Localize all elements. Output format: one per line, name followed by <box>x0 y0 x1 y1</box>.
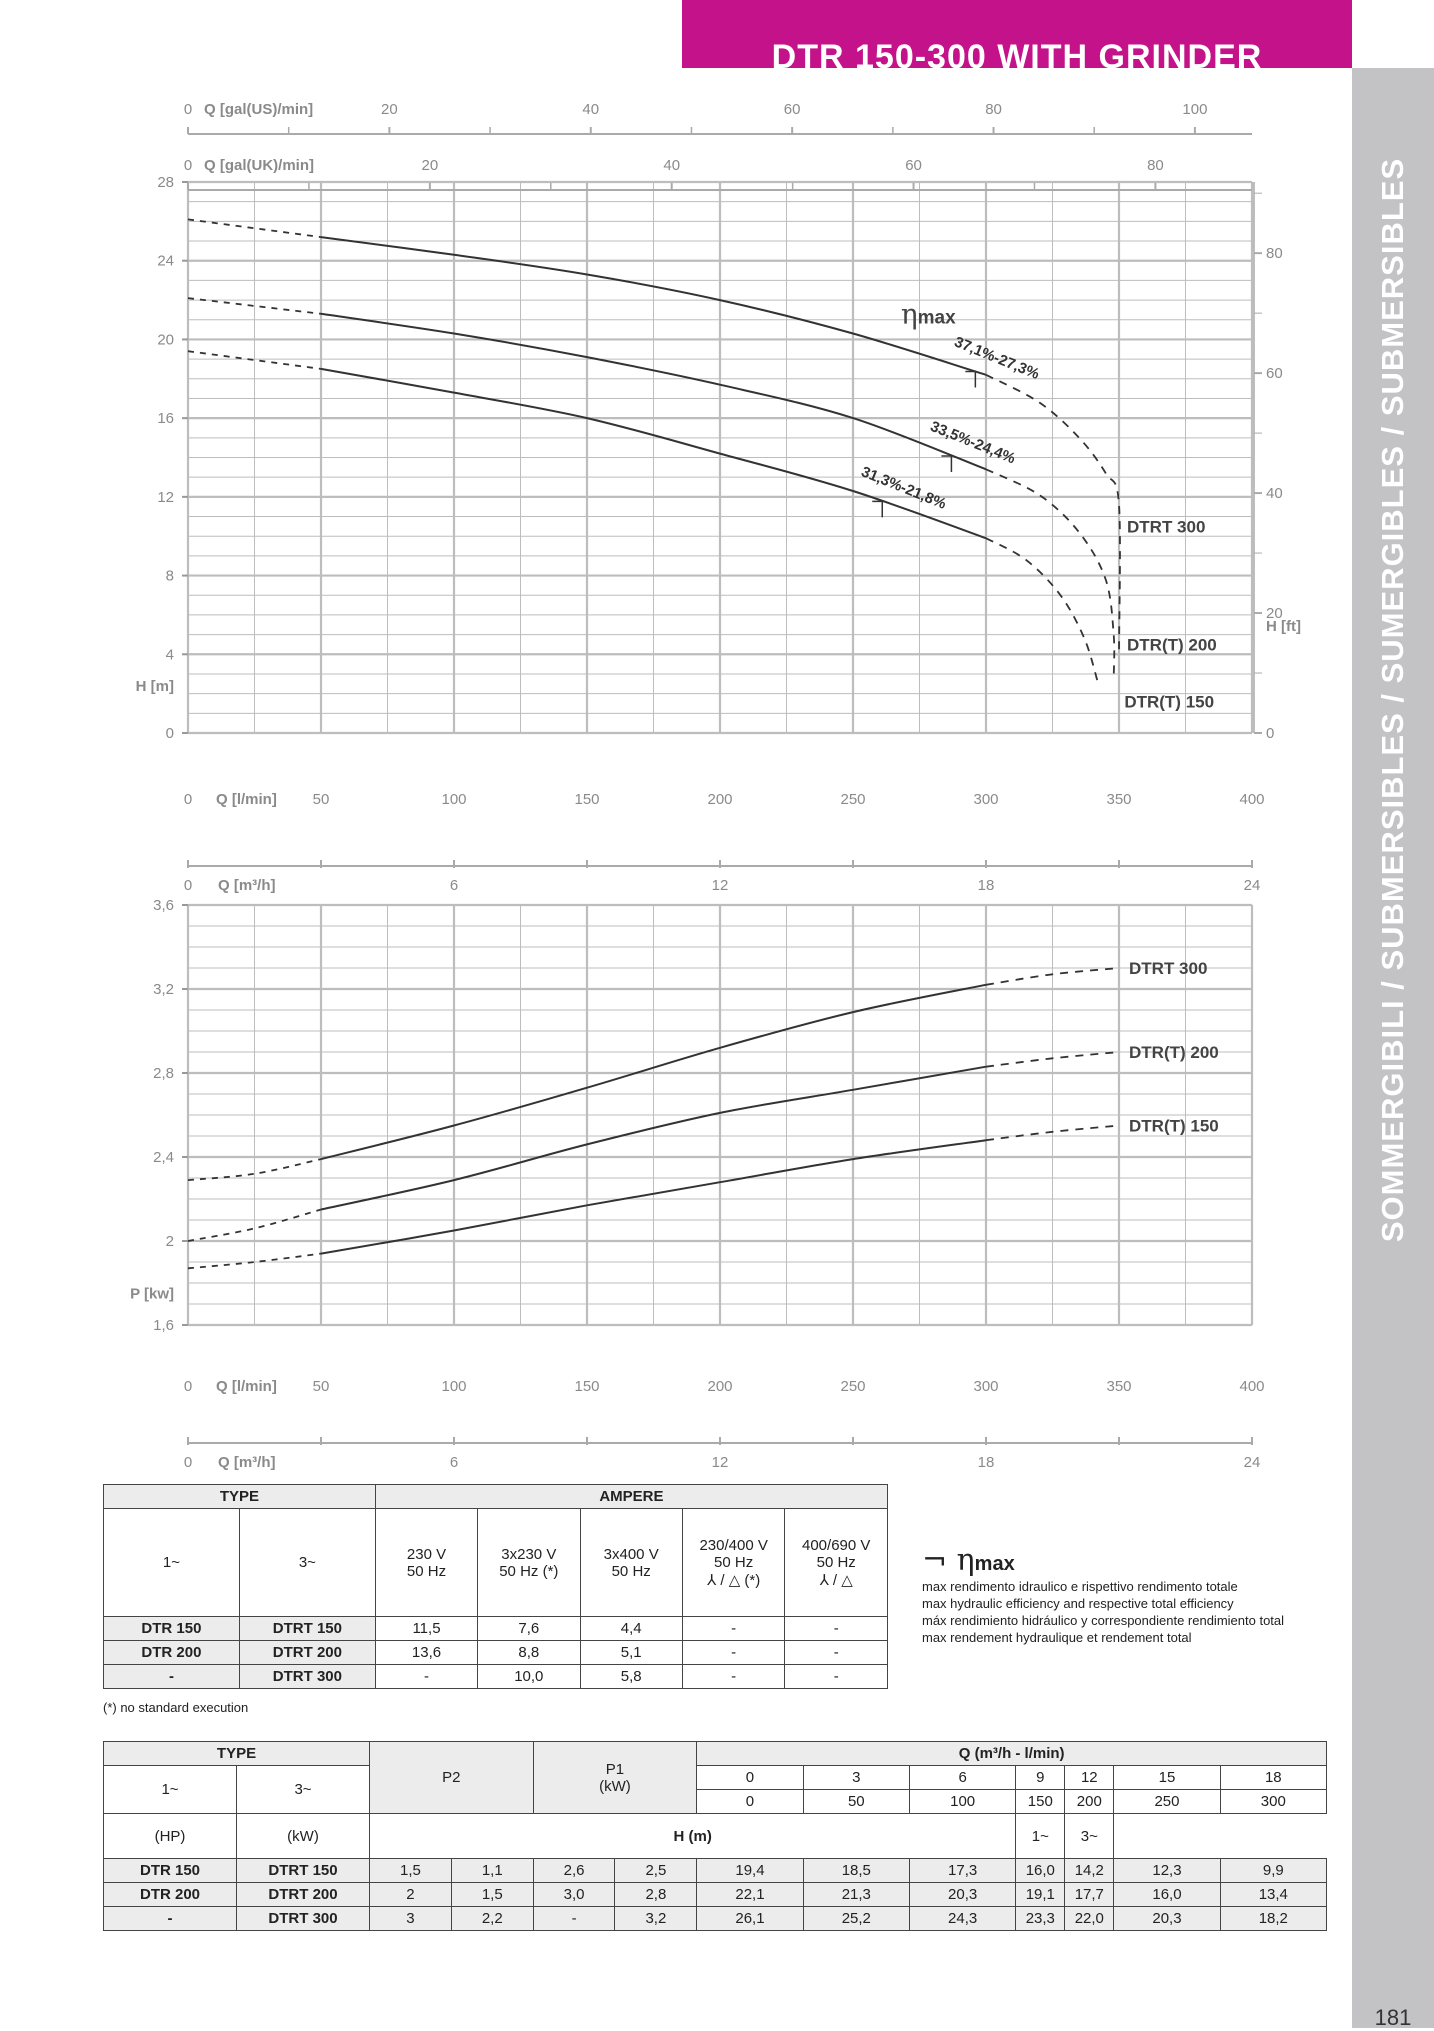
table-cell: - <box>104 1907 237 1931</box>
table-cell: 5,1 <box>580 1641 682 1665</box>
x-tick-label: 400 <box>1239 1378 1265 1395</box>
table-cell: 2 <box>370 1883 452 1907</box>
table-cell: 1,5 <box>451 1883 533 1907</box>
y-tick-label: 2 <box>165 1233 174 1250</box>
efficiency-marker <box>941 456 951 472</box>
table-cell: - <box>682 1641 785 1665</box>
power-curve-chart <box>0 885 1352 1471</box>
y-tick-label: 3,2 <box>153 981 174 998</box>
col-three-phase: 3~ <box>237 1766 370 1814</box>
legend-line: max rendimento idraulico e rispettivo rendimento totale <box>922 1579 1238 1594</box>
y-tick-label: 2,4 <box>153 1149 174 1166</box>
table-cell: 14,2 <box>1065 1859 1114 1883</box>
x-tick-label: 300 <box>973 791 999 808</box>
gal-uk-axis-title: Q [gal(UK)/min] <box>204 157 314 174</box>
ampere-table <box>103 1484 888 1689</box>
x-tick-label: 50 <box>312 1378 330 1395</box>
table-cell: 3,0 <box>533 1883 615 1907</box>
x-tick-label: 300 <box>973 1378 999 1395</box>
efficiency-marker <box>872 501 882 517</box>
volt-header: 3x400 V 50 Hz <box>580 1509 682 1617</box>
q-lmin-cell: 0 <box>697 1790 803 1814</box>
table-cell: 18,5 <box>803 1859 909 1883</box>
table-cell: 1,1 <box>451 1859 533 1883</box>
efficiency-label: 31,3%-21,8% <box>858 463 949 513</box>
efficiency-legend <box>922 1543 1342 1646</box>
y-tick-label: 8 <box>165 567 174 585</box>
legend-line: máx rendimiento hidráulico y correspondiente rendimiento total <box>922 1613 1285 1628</box>
volt-header: 400/690 V 50 Hz ⅄ / △ <box>785 1509 888 1617</box>
q-m3h-cell: 12 <box>1065 1766 1114 1790</box>
x-tick-label: 250 <box>840 1378 866 1395</box>
gal-uk-tick-label: 0 <box>183 157 193 174</box>
x-tick-label: 350 <box>1106 1378 1132 1395</box>
y-tick-label: 12 <box>157 488 174 506</box>
table-cell: 26,1 <box>697 1907 803 1931</box>
col-three-phase: 3~ <box>239 1509 375 1617</box>
table-cell: 25,2 <box>803 1907 909 1931</box>
table-cell: - <box>682 1665 785 1689</box>
gal-uk-tick-label: 80 <box>1147 157 1164 174</box>
q-lmin-cell: 300 <box>1220 1790 1326 1814</box>
gal-us-tick-label: 100 <box>1182 101 1208 118</box>
series-name-label: DTR(T) 150 <box>1129 1116 1219 1136</box>
table-cell: - <box>682 1617 785 1641</box>
table-cell: 21,3 <box>803 1883 909 1907</box>
table-cell: 3 <box>370 1907 452 1931</box>
y-tick-label: 0 <box>165 725 174 742</box>
m3h-tick-label: 24 <box>1243 877 1261 894</box>
table-row <box>104 1665 888 1689</box>
gal-us-axis-title: Q [gal(US)/min] <box>204 101 314 118</box>
x-tick-label: 200 <box>707 791 733 808</box>
table-cell: 7,6 <box>478 1617 580 1641</box>
header-band <box>682 0 1352 76</box>
q-m3h-cell: 15 <box>1114 1766 1220 1790</box>
q-lmin-cell: 150 <box>1016 1790 1065 1814</box>
x-tick-label: 200 <box>707 1378 733 1395</box>
m3h-axis-title: Q [m³/h] <box>218 1454 276 1471</box>
table-cell: 19,4 <box>697 1859 803 1883</box>
side-banner-text: SOMMERGIBILI / SUBMERSIBLES / SUMERGIBLES / SUBMERSIBLES <box>1375 157 1410 1243</box>
table-cell: DTRT 300 <box>239 1665 375 1689</box>
gal-uk-tick-label: 60 <box>905 157 922 174</box>
table-cell: DTRT 150 <box>237 1859 370 1883</box>
page-title: DTR 150-300 WITH GRINDER <box>771 38 1263 76</box>
gal-us-tick-label: 60 <box>783 101 801 118</box>
table-row <box>104 1617 888 1641</box>
volt-header: 230/400 V 50 Hz ⅄ / △ (*) <box>682 1509 785 1617</box>
m3h-tick-label: 6 <box>449 877 459 894</box>
q-lmin-cell: 200 <box>1065 1790 1114 1814</box>
y-axis-title: P [kw] <box>130 1285 174 1303</box>
y-tick-label: 20 <box>157 331 174 349</box>
legend-title <box>922 1543 1342 1578</box>
y-tick-label: 4 <box>165 646 174 664</box>
y-tick-label: 3,6 <box>153 897 174 914</box>
x-tick-label: 100 <box>441 1378 467 1395</box>
y-tick-label: 24 <box>157 252 174 270</box>
table-cell: - <box>375 1665 477 1689</box>
legend-line: max hydraulic efficiency and respective total efficiency <box>922 1596 1234 1611</box>
type-header: TYPE <box>104 1742 370 1766</box>
table-cell: 13,6 <box>375 1641 477 1665</box>
p2-kw-unit: (kW) <box>237 1814 370 1859</box>
table-cell: 24,3 <box>909 1907 1015 1931</box>
efficiency-label: 33,5%-24,4% <box>927 417 1018 468</box>
table-cell: 10,0 <box>478 1665 580 1689</box>
table-cell: 18,2 <box>1220 1907 1326 1931</box>
col-single-phase: 1~ <box>104 1766 237 1814</box>
table-cell: DTRT 300 <box>237 1907 370 1931</box>
ft-tick-label: 20 <box>1266 605 1283 623</box>
x-tick-label: 0 <box>183 791 193 808</box>
series-name-label: DTR(T) 200 <box>1129 1043 1219 1062</box>
efficiency-label: 37,1%-27,3% <box>951 333 1042 383</box>
table-row <box>104 1907 1327 1931</box>
q-m3h-cell: 18 <box>1220 1766 1326 1790</box>
table-row <box>104 1859 1327 1883</box>
m3h-tick-label: 6 <box>449 1454 459 1471</box>
gal-us-tick-label: 40 <box>582 101 600 118</box>
table-cell: 12,3 <box>1114 1859 1220 1883</box>
efficiency-marker <box>965 372 975 388</box>
table-cell: 5,8 <box>580 1665 682 1689</box>
x-tick-label: 350 <box>1106 791 1132 808</box>
x-tick-label: 0 <box>183 1378 193 1395</box>
series-extrapolation <box>986 469 1114 678</box>
table-cell: 1,5 <box>370 1859 452 1883</box>
p1-3ph-unit: 3~ <box>1065 1814 1114 1859</box>
y-tick-label: 28 <box>157 174 174 191</box>
table-cell: DTR 150 <box>104 1617 240 1641</box>
table-cell: 2,6 <box>533 1859 615 1883</box>
q-lmin-cell: 100 <box>909 1790 1015 1814</box>
table-cell: - <box>533 1907 615 1931</box>
table-cell: 2,8 <box>615 1883 697 1907</box>
x-tick-label: 250 <box>840 791 866 808</box>
gal-us-tick-label: 80 <box>985 101 1002 118</box>
m3h-tick-label: 0 <box>183 877 193 894</box>
table-cell: - <box>785 1665 888 1689</box>
y-axis-title: H [m] <box>135 677 174 695</box>
table-cell: 2,5 <box>615 1859 697 1883</box>
table-row <box>104 1883 1327 1907</box>
table-cell: 16,0 <box>1114 1883 1220 1907</box>
table-cell: - <box>785 1617 888 1641</box>
volt-header: 3x230 V 50 Hz (*) <box>478 1509 580 1617</box>
q-lmin-cell: 250 <box>1114 1790 1220 1814</box>
m3h-tick-label: 12 <box>711 1454 729 1471</box>
y2-axis-title: H [ft] <box>1266 618 1301 636</box>
gal-us-tick-label: 0 <box>183 101 193 118</box>
x-tick-label: 150 <box>574 1378 600 1395</box>
table-cell: DTR 200 <box>104 1641 240 1665</box>
footnote: (*) no standard execution <box>103 1700 249 1715</box>
x-axis-title: Q [l/min] <box>216 791 277 808</box>
eta-max-label: ηmax <box>900 297 956 331</box>
table-cell: 8,8 <box>478 1641 580 1665</box>
ft-tick-label: 0 <box>1266 725 1275 742</box>
x-tick-label: 400 <box>1239 791 1265 808</box>
page-number: 181 <box>1374 2005 1412 2030</box>
table-cell: 2,2 <box>451 1907 533 1931</box>
y-tick-label: 2,8 <box>153 1065 174 1082</box>
table-row <box>104 1641 888 1665</box>
table-cell: 20,3 <box>909 1883 1015 1907</box>
m3h-tick-label: 18 <box>977 877 995 894</box>
h-header: H (m) <box>370 1814 1016 1859</box>
ft-tick-label: 60 <box>1266 365 1283 383</box>
table-cell: 20,3 <box>1114 1907 1220 1931</box>
q-header: Q (m³/h - l/min) <box>697 1742 1327 1766</box>
q-m3h-cell: 9 <box>1016 1766 1065 1790</box>
q-m3h-cell: 3 <box>803 1766 909 1790</box>
table-cell: 23,3 <box>1016 1907 1065 1931</box>
m3h-tick-label: 24 <box>1243 1454 1261 1471</box>
x-axis-title: Q [l/min] <box>216 1378 277 1395</box>
series-name-label: DTR(T) 200 <box>1127 635 1217 655</box>
col-single-phase: 1~ <box>104 1509 240 1617</box>
x-tick-label: 50 <box>312 791 330 808</box>
table-cell: DTRT 150 <box>239 1617 375 1641</box>
legend-line: max rendement hydraulique et rendement total <box>922 1630 1192 1645</box>
series-name-label: DTRT 300 <box>1127 517 1206 537</box>
y-tick-label: 16 <box>157 410 174 428</box>
table-cell: 3,2 <box>615 1907 697 1931</box>
series-extrapolation <box>986 538 1098 682</box>
ft-tick-label: 40 <box>1266 485 1283 503</box>
x-tick-label: 150 <box>574 791 600 808</box>
p1-1ph-unit: 1~ <box>1016 1814 1065 1859</box>
q-m3h-cell: 6 <box>909 1766 1015 1790</box>
m3h-tick-label: 12 <box>711 877 729 894</box>
table-cell: 11,5 <box>375 1617 477 1641</box>
gal-us-tick-label: 20 <box>381 101 398 118</box>
p2-hp-unit: (HP) <box>104 1814 237 1859</box>
gal-uk-tick-label: 20 <box>421 157 439 174</box>
table-cell: DTR 200 <box>104 1883 237 1907</box>
m3h-tick-label: 18 <box>977 1454 995 1471</box>
m3h-axis-title: Q [m³/h] <box>218 877 276 894</box>
table-cell: 4,4 <box>580 1617 682 1641</box>
table-cell: 17,7 <box>1065 1883 1114 1907</box>
gal-uk-tick-label: 40 <box>663 157 681 174</box>
ft-tick-label: 80 <box>1266 245 1283 263</box>
head-curve-chart <box>0 90 1352 894</box>
table-cell: 16,0 <box>1016 1859 1065 1883</box>
ampere-header: AMPERE <box>375 1485 887 1509</box>
series-name-label: DTRT 300 <box>1129 959 1208 978</box>
table-cell: 22,1 <box>697 1883 803 1907</box>
table-cell: 22,0 <box>1065 1907 1114 1931</box>
table-cell: DTRT 200 <box>239 1641 375 1665</box>
series-name-label: DTR(T) 150 <box>1124 692 1215 712</box>
table-cell: 9,9 <box>1220 1859 1326 1883</box>
p1-header: P1 (kW) <box>533 1742 697 1814</box>
q-lmin-cell: 50 <box>803 1790 909 1814</box>
volt-header: 230 V 50 Hz <box>375 1509 477 1617</box>
type-header: TYPE <box>104 1485 376 1509</box>
eta-sub: max <box>974 1553 1015 1575</box>
table-cell: DTRT 200 <box>237 1883 370 1907</box>
p2-header: P2 <box>370 1742 534 1814</box>
m3h-tick-label: 0 <box>183 1454 193 1471</box>
eta-symbol: ¬ η <box>922 1543 975 1578</box>
table-cell: - <box>785 1641 888 1665</box>
y-tick-label: 1,6 <box>153 1317 174 1334</box>
performance-table <box>103 1741 1327 1931</box>
x-tick-label: 100 <box>441 791 467 808</box>
q-m3h-cell: 0 <box>697 1766 803 1790</box>
table-cell: DTR 150 <box>104 1859 237 1883</box>
table-cell: 13,4 <box>1220 1883 1326 1907</box>
table-cell: 17,3 <box>909 1859 1015 1883</box>
table-cell: - <box>104 1665 240 1689</box>
table-cell: 19,1 <box>1016 1883 1065 1907</box>
